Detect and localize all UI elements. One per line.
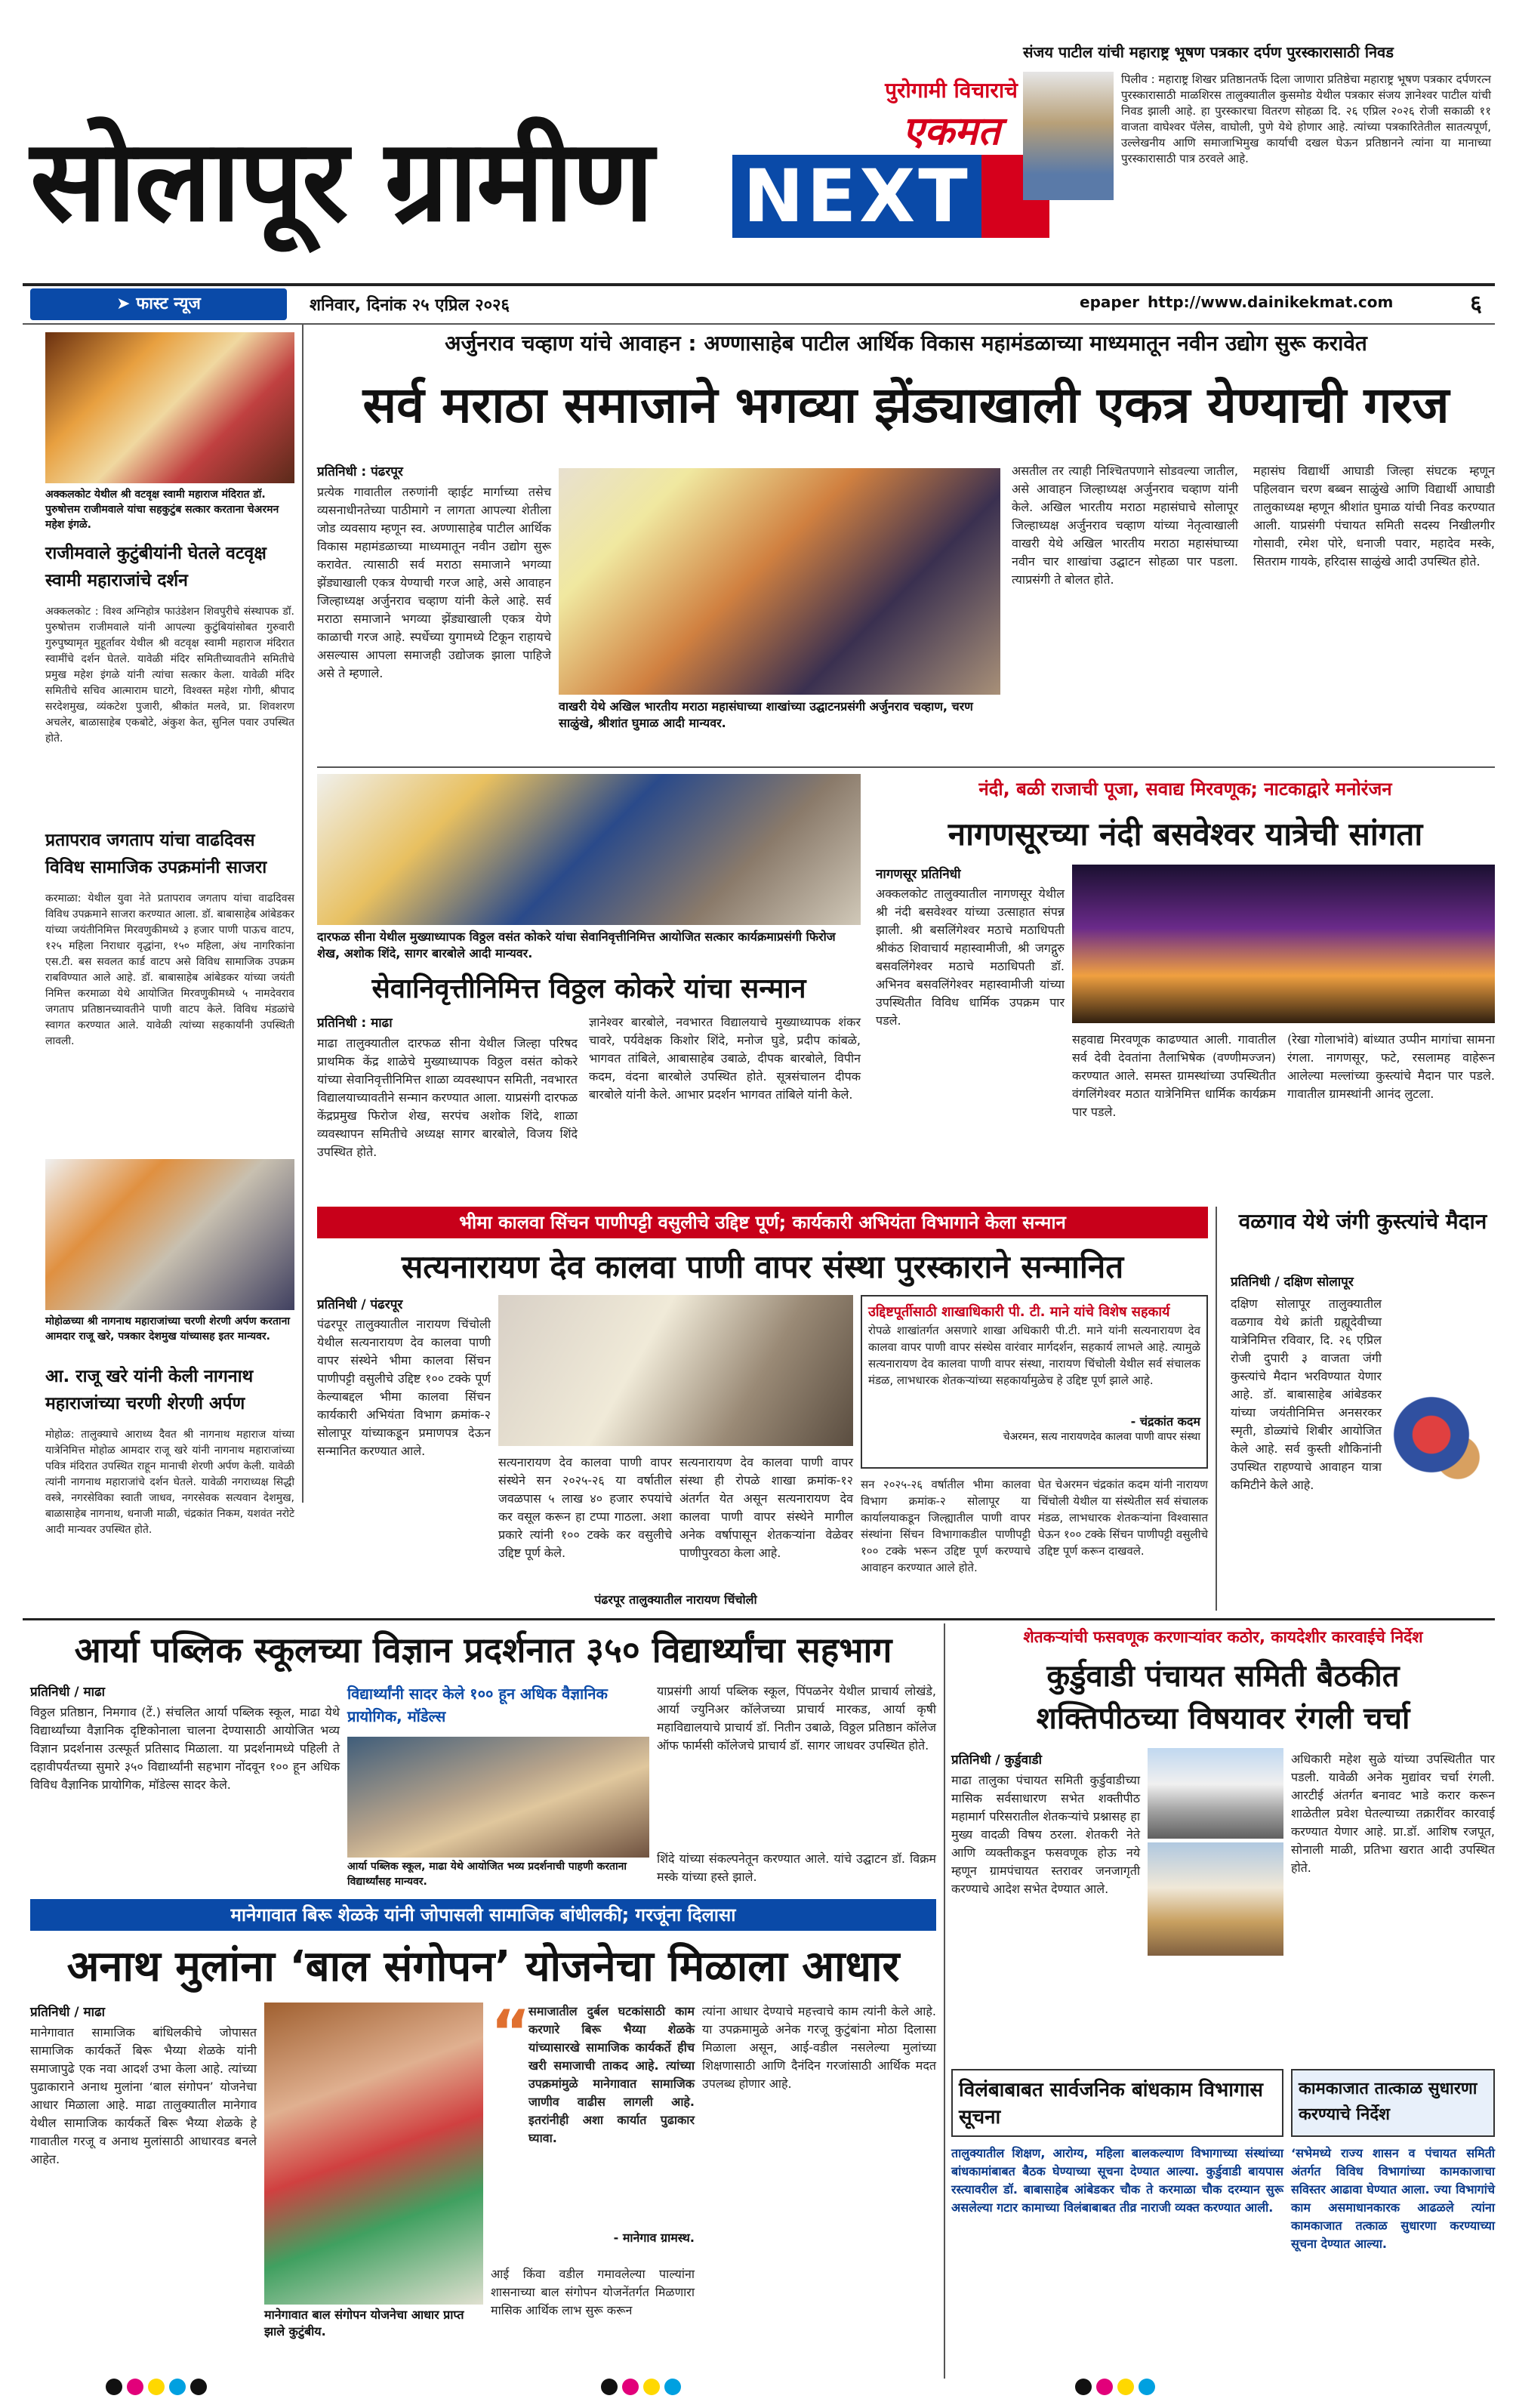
canal-byline: प्रतिनिधी / पंढरपूर <box>317 1297 403 1312</box>
wrestling-headline: वळगाव येथे जंगी कुस्त्यांचे मैदान <box>1238 1209 1487 1234</box>
canal-box-body: रोपळे शाखांतर्गत असणारे शाखा अधिकारी पी.टी. माने यांनी सत्यनारायण देव कालवा वापर पाणी वापर संस्थेस वारंवार मार्गदर्शन, सहकार्य लाभले आहे. त्यामुळे सत्यनारायण देव कालवा पाणी वापर संस्था, नारायण चिंचोली येथील सर्व संचालक मंडळ, लाभधारक शेतकऱ्यांच्या सहकार्यामुळेच हे उद्दिष्ट पूर्ण झाले आहे. <box>868 1324 1200 1387</box>
reg-dot <box>169 2379 186 2395</box>
reg-dot <box>1075 2379 1092 2395</box>
science-headline: आर्या पब्लिक स्कूलच्या विज्ञान प्रदर्शनात ३५० विद्यार्थ्यांचा सहभाग <box>74 1629 892 1670</box>
sidebar-photo-2 <box>45 1159 294 1310</box>
canal-body-2: सत्यनारायण देव कालवा पाणी वापर संस्थेने सन २०२५-२६ या वर्षातील जवळपास ५ लाख ४० हजार रुपयांचे कर वसूल करून हा टप्पा गाठला. अशा प्रकारे त्यांनी १०० टक्के कर वसुलीचे उद्दिष्ट पूर्ण केले. <box>498 1455 672 1560</box>
page-number: ६ <box>1470 291 1482 317</box>
notice-2-title: कामकाजात तात्काळ सुधारणा करण्याचे निर्देश <box>1299 2080 1477 2124</box>
notice-1-title: विलंबाबाबत सार्वजनिक बांधकाम विभागास सूचना <box>959 2079 1263 2129</box>
canal-body-4: सन २०२५-२६ वर्षातील भीमा कालवा विभाग क्रमांक-२ सोलापूर या कार्यालयाकडून जिल्ह्यातील पाणी वापर संस्थांना सिंचन विभागाकडील पाणीपट्टी १०० टक्के भरून उद्दिष्ट पूर्ण करण्याचे आवाहन करण्यात आले होते. <box>861 1478 1031 1574</box>
top-news-box <box>1023 42 1491 283</box>
science-body-3: शिंदे यांच्या संकल्पनेतून करण्यात आले. यांचे उद्घाटन डॉ. विक्रम मस्के यांच्या हस्ते झाले. <box>657 1851 936 1884</box>
fast-news-header <box>30 288 287 320</box>
next-logo: NEXT <box>732 155 981 238</box>
kurduwadi-body: माढा तालुका पंचायत समिती कुर्डुवाडीच्या मासिक सर्वसाधारण सभेत शक्तीपीठ महामार्ग परिसरातील शेतकऱ्यांचे प्रश्नासह हा मुख्य वादळी विषय ठरला. शेतकरी नेते आणि व्यक्तीकडून फसवणूक होऊ नये म्हणून ग्रामपंचायत स्तरावर जनजागृती करण्याचे आदेश सभेत देण्यात आले. <box>951 1773 1140 1896</box>
canal-kicker-bar <box>317 1207 1208 1238</box>
reg-dot <box>190 2379 207 2395</box>
canal-highlight-box <box>861 1295 1208 1469</box>
notice-2-title-box <box>1291 2069 1495 2137</box>
science-photo <box>347 1737 649 1858</box>
sidebar-body-1: अक्कलकोट : विश्व अग्निहोत्र फाउंडेशन शिवपुरीचे संस्थापक डॉ. पुरुषोत्तम राजीमवाले यांनी आपल्या कुटुंबियांसोबत गुरुवारी गुरुपुष्यामृत मुहूर्तावर येथील श्री वटवृक्ष स्वामी महाराज मंदिरात स्वामींचे दर्शन घेतले. यावेळी मंदिर समितीच्यावतीने समितीचे प्रमुख महेश इंगळे यांनी त्यांचा सत्कार केला. यावेळी मंदिर समितीचे सचिव आत्माराम घाटगे, विश्वस्त महेश गोगी, श्रीपाद सरदेशमुख, व्यंकटेश पुजारी, श्रीकांत मलवे, प्रा. शिवशरण अचलेर, बाळासाहेब एकबोटे, अंकुश केत, सुनिल पवार उपस्थित होते. <box>45 606 294 745</box>
sidebar-body-2: करमाळा: येथील युवा नेते प्रतापराव जगताप यांचा वाढदिवस विविध उपक्रमाने साजरा करण्यात आला. डॉ. बाबासाहेब आंबेडकर यांच्या जयंतीनिमित्त मिरवणुकीमध्ये ३ हजार पाणी पाऊच वाटप, १२५ महिला निराधार वृद्धांना, १५० महिला, अंध नागरिकांना एस.टी. बस सवलत कार्ड वाटप असे विविध सामाजिक उपक्रम राबविण्यात आले आहे. डॉ. बाबासाहेब आंबेडकर यांच्या जयंती निमित्त करमाळा येथे आयोजित मिरवणुकीमध्ये ५ नामदेवराव जगताप प्रतिष्ठानच्यावतीने पाणी वाटप केले. विविध मंडळांचे स्वागत करण्यात आले. यावेळी त्यांच्या सहकार्यांनी उपस्थिती लावली. <box>45 893 294 1047</box>
orphan-quote-author: - मानेगाव ग्रामस्थ. <box>613 2231 695 2245</box>
wrestling-body: दक्षिण सोलापूर तालुक्यातील वळगाव येथे क्रांती ग्रह्यूदेवीच्या यात्रेनिमित्त रविवार, दि. २६ एप्रिल रोजी दुपारी ३ वाजता जंगी कुस्त्यांचे मैदान भरविण्यात येणार आहे. डॉ. बाबासाहेब आंबेडकर यांच्या जयंतीनिमित्त अनसरकर स्मृती, डोळ्यांचे शिबीर आयोजित केले आहे. सर्व कुस्ती शौकिनांनी उपस्थित राहण्याचे आवाहन यात्रा कमिटीने केले आहे. <box>1231 1296 1382 1492</box>
reg-dot <box>1096 2379 1113 2395</box>
date-rule <box>23 323 1495 325</box>
nagansur-body-3: (रेखा गोलाभांवे) बांध्यात उप्पीन मागांचा सामना रंगला. नागणसूर, फटे, रसलामह वाहेरून आलेल्या मल्लांच्या कुस्त्यांचे मैदान पार पडले. गावातील ग्रामस्थांनी आनंद लुटला. <box>1287 1032 1495 1101</box>
orphan-kicker-bar <box>30 1899 936 1931</box>
retirement-headline: सेवानिवृत्तीनिमित्त विठ्ठल कोकरे यांचा सन्मान <box>371 973 806 1004</box>
kurduwadi-photo-2 <box>1148 1842 1283 1956</box>
reg-dot <box>1117 2379 1134 2395</box>
sidebar-caption-2: मोहोळच्या श्री नागनाथ महाराजांच्या चरणी शेरणी अर्पण करताना आमदार राजू खरे, पत्रकार देशमुख यांच्यासह इतर मान्यवर. <box>45 1315 290 1343</box>
masthead-rule <box>23 283 1495 286</box>
science-rule <box>23 1618 1495 1620</box>
sidebar-headline-2: प्रतापराव जगताप यांचा वाढदिवस विविध सामाजिक उपक्रमांनी साजरा <box>45 831 267 877</box>
canal-headline: सत्यनारायण देव कालवा पाणी वापर संस्था पुरस्काराने सन्मानित <box>401 1248 1124 1285</box>
lead-photo-caption: वाखरी येथे अखिल भारतीय मराठा महासंघाच्या शाखांच्या उद्घाटनप्रसंगी अर्जुनराव चव्हाण, चरण साळुंखे, श्रीशांत घुमाळ आदी मान्यवर. <box>559 699 973 730</box>
notice-box-2 <box>1291 2069 1495 2363</box>
orphan-quote: समाजातील दुर्बल घटकांसाठी काम करणारे बिरू भैय्या शेळके यांच्यासारखे सामाजिक कार्यकर्ते हीच खरी समाजाची ताकद आहे. त्यांच्या उपक्रमांमुळे मानेगावात सामाजिक जाणीव वाढीस लागली आहे. इतरांनीही अशा कार्यात पुढाकार घ्यावा. <box>528 2004 695 2145</box>
reg-dot <box>622 2379 639 2395</box>
orphan-headline: अनाथ मुलांना ‘बाल संगोपन’ योजनेचा मिळाला आधार <box>66 1942 900 1991</box>
reg-dot <box>1139 2379 1155 2395</box>
orphan-body: मानेगावात सामाजिक बांधिलकीचे जोपासत सामाजिक कार्यकर्ते बिरू भैय्या शेळके यांनी समाजापुढे एक नवा आदर्श उभा केला आहे. त्यांच्या पुढाकाराने अनाथ मुलांना ‘बाल संगोपन’ योजनेचा आधार मिळाला आहे. माढा तालुक्यातील मानेगाव येथील सामाजिक कार्यकर्ते बिरू भैय्या शेळके हे गावातील गरजू व अनाथ मुलांसाठी आधारवड बनले आहेत. <box>30 2025 257 2166</box>
science-highlight: विद्यार्थ्यांनी सादर केले १०० हून अधिक वैज्ञानिक प्रायोगिक, मॉडेल्स <box>347 1685 608 1725</box>
science-body: विठ्ठल प्रतिष्ठान, निमगाव (टें.) संचलित आर्या पब्लिक स्कूल, माढा येथे विद्यार्थ्यांच्या वैज्ञानिक दृष्टिकोनाला चालना देण्यासाठी आयोजित भव्य विज्ञान प्रदर्शनास उत्स्फूर्त प्रतिसाद मिळाला. या प्रदर्शनामध्ये पहिली ते दहावीपर्यंतच्या सुमारे ३५० विद्यार्थ्यांनी सहभाग नोंदवून १०० हून अधिक विविध वैज्ञानिक प्रायोगिक, मॉडेल्स सादर केले. <box>30 1705 340 1792</box>
sidebar-headline-3: आ. राजू खरे यांनी केली नागनाथ महाराजांच्या चरणी शेरणी अर्पण <box>45 1367 254 1414</box>
orphan-body-2: त्यांना आधार देण्याचे महत्त्वाचे काम त्यांनी केले आहे. या उपक्रमामुळे अनेक गरजू कुटुंबांना मोठा दिलासा मिळाला असून, आई-वडील नसलेल्या मुलांच्या शिक्षणासाठी आणि दैनंदिन गरजांसाठी आर्थिक मदत उपलब्ध होणार आहे. <box>702 2004 936 2091</box>
reg-dot <box>601 2379 618 2395</box>
dateline: शनिवार, दिनांक २५ एप्रिल २०२६ <box>310 296 510 315</box>
lead-byline: प्रतिनिधी : पंढरपूर <box>317 464 403 479</box>
nagansur-body: अक्कलकोट तालुक्यातील नागणसूर येथील श्री नंदी बसवेश्वर यांच्या उत्साहात संपन्न झाली. श्री बसलिंगेश्वर मठाचे मठाधिपती श्रीकंठ शिवाचार्य महास्वामीजी, श्री जगद्गुरु बसवलिंगेश्वर मठाचे मठाधिपती डॉ. अभिनव बसवलिंगेश्वर महास्वामीजी यांच्या उपस्थितीत विविध धार्मिक उपक्रम पार पडले. <box>876 886 1065 1028</box>
wrestling-byline: प्रतिनिधी / दक्षिण सोलापूर <box>1231 1275 1354 1290</box>
nagansur-kicker: नंदी, बळी राजाची पूजा, सवाद्य मिरवणूक; नाटकाद्वारे मनोरंजन <box>978 779 1392 800</box>
orphan-kicker: मानेगावात बिरू शेळके यांनी जोपासली सामाजिक बांधीलकी; गरजूंना दिलासा <box>230 1904 736 1925</box>
retirement-photo-caption: दारफळ सीना येथील मुख्याध्यापक विठ्ठल वसंत कोकरे यांचा सेवानिवृत्तीनिमित्त आयोजित सत्कार कार्यक्रमाप्रसंगी फिरोज शेख, अशोक शिंदे, सागर बारबोले आदी मान्यवर. <box>317 930 836 960</box>
website-url[interactable]: http://www.dainikekmat.com <box>1148 293 1394 311</box>
lead-body-3: महासंघ विद्यार्थी आघाडी जिल्हा संघटक म्हणून पहिलवान चरण बब्बन साळुंखे आणि विद्यार्थी आघाडी तालुकाध्यक्ष म्हणून श्रीशांत घुमाळ यांची निवड करण्यात आली. याप्रसंगी पंचायत समिती सदस्य निखीलगीर गोसावी, रमेश पोरे, धनाजी पवार, महादेव मस्के, सितराम गायके, हरिदास साळुंखे आदी उपस्थित होते. <box>1253 464 1495 569</box>
canal-body-3: सत्यनारायण देव कालवा पाणी वापर संस्था ही रोपळे शाखा क्रमांक-१२ अंतर्गत येत असून सत्यनारायण देव कालवा पाणी वापर संस्थेने मागील अनेक वर्षापासून शेतकऱ्यांना वेळेवर पाणीपुरवठा केला आहे. <box>679 1455 853 1560</box>
notice-1-body: तालुक्यातील शिक्षण, आरोग्य, महिला बालकल्याण विभागाच्या संस्थांच्या बांधकामांबाबत बैठक घेण्याच्या सूचना देण्यात आल्या. कुर्डुवाडी बायपास रस्त्यावरील डॉ. बाबासाहेब आंबेडकर चौक ते करमाळा चौक दरम्यान सुरू असलेल्या गटार कामाच्या विलंबाबाबत तीव्र नाराजी व्यक्त करण्यात आली. <box>951 2146 1283 2215</box>
kurduwadi-byline: प्रतिनिधी / कुर्डुवाडी <box>951 1753 1043 1768</box>
kurduwadi-photo-1 <box>1148 1748 1283 1839</box>
retirement-body-2: ज्ञानेश्वर बारबोले, नवभारत विद्यालयाचे मुख्याध्यापक शंकर चावरे, पर्यवेक्षक किशोर शिंदे, मनोज घुडे, प्रदीप कांबळे, भागवत तांबिले, आबासाहेब उबाळे, दीपक बारबोले, विपीन कदम, वंदना बारबोले उपस्थित होते. सूत्रसंचालन दीपक बारबोले यांनी केले. आभार प्रदर्शन भागवत तांबिले यांनी केले. <box>589 1015 861 1102</box>
orphan-body-3: आई किंवा वडील गमावलेल्या पाल्यांना शासनाच्या बाल संगोपन योजनेंतर्गत मिळणारा मासिक आर्थिक लाभ सुरू करून <box>491 2267 695 2317</box>
reg-dot <box>664 2379 681 2395</box>
orphan-photo <box>264 2003 483 2305</box>
kurduwadi-body-2: अधिकारी महेश सुळे यांच्या उपस्थितीत पार पडली. यावेळी अनेक मुद्यांवर चर्चा रंगली. आरटीई अंतर्गत बनावट भाडे करार करून शाळेतील प्रवेश घेतल्याच्या तक्रारींवर कारवाई करण्यात येणार आहे. प्रा.डॉ. आशिष रजपूत, सोनाली माळी, प्रतिभा खरात आदी उपस्थित होते. <box>1291 1752 1495 1875</box>
wrestling-divider <box>1216 1207 1217 1611</box>
registration-marks <box>106 2379 1389 2401</box>
retirement-body: माढा तालुक्यातील दारफळ सीना येथील जिल्हा परिषद प्राथमिक केंद्र शाळेचे मुख्याध्यापक विठ्ठल वसंत कोकरे यांच्या सेवानिवृत्तीनिमित्त शाळा व्यवस्थापन समिती, नवभारत विद्यालयाच्यावतीने सन्मान करण्यात आला. याप्रसंगी दारफळ केंद्रप्रमुख फिरोज शेख, सरपंच अशोक शिंदे, शाळा व्यवस्थापन समितीचे अध्यक्ष सागर बारबोले, विजय शिंदे उपस्थित होते. <box>317 1036 578 1159</box>
reporter-photo <box>1023 72 1114 200</box>
nagansur-headline: नागणसूरच्या नंदी बसवेश्वर यात्रेची सांगता <box>948 816 1423 853</box>
reg-dot <box>148 2379 165 2395</box>
sidebar-headline-1: राजीमवाले कुटुंबीयांनी घेतले वटवृक्ष स्वामी महाराजांचे दर्शन <box>45 544 267 590</box>
kurduwadi-headline-2: शक्तिपीठच्या विषयावर रंगली चर्चा <box>1036 1701 1410 1736</box>
top-news-body: पिलीव : महाराष्ट्र शिखर प्रतिष्ठानतर्फे दिला जाणारा प्रतिष्ठेचा महाराष्ट्र भूषण पत्रकार दर्पणरत्न पुरस्कारासाठी माळशिरस तालुक्यातील कुसमोड येथील पत्रकार संजय ज्ञानेश्वर पाटील यांची निवड झाली आहे. हा पुरस्कारचा वितरण सोहळा दि. २६ एप्रिल २०२६ रोजी सकाळी ११ वाजता वाघेश्वर पॅलेस, वाघोली, पुणे येथे होणार आहे. त्यांच्या पत्रकारितेतील सातत्यपूर्ण, उल्लेखनीय आणि समाजाभिमुख कार्याची दखल घेऊन प्रतिष्ठानने त्यांना या मानाच्या पुरस्कारासाठी पात्र ठरवले आहे. <box>1121 72 1491 165</box>
brand-tagline: पुरोगामी विचाराचे <box>885 78 1018 103</box>
brand-logo: एकमत <box>902 109 1000 154</box>
retirement-photo <box>317 774 861 925</box>
nagansur-byline: नागणसूर प्रतिनिधी <box>876 867 961 882</box>
orphan-quote-box <box>491 1997 695 2259</box>
wrestlers-illustration <box>1389 1389 1495 1503</box>
canal-box-headline: उद्दिष्टपूर्तीसाठी शाखाधिकारी पी. टी. माने यांचे विशेष सहकार्य <box>868 1304 1170 1320</box>
science-body-2: याप्रसंगी आर्या पब्लिक स्कूल, पिंपळनेर येथील प्राचार्य लोखंडे, आर्या ज्युनिअर कॉलेजच्या प्राचार्य मारकड, आर्या कृषी महाविद्यालयाचे प्राचार्य डॉ. नितीन उबाळे, विठ्ठल प्रतिष्ठान कॉलेज ऑफ फार्मसी कॉलेजचे प्राचार्य डॉ. सागर जाधवर उपस्थित होते. <box>657 1684 936 1753</box>
lead-headline <box>317 364 1495 447</box>
kurduwadi-kicker: शेतकऱ्यांची फसवणूक करणाऱ्यांवर कठोर, कायदेशीर कारवाईचे निर्देश <box>1023 1628 1423 1646</box>
nagansur-photo <box>1072 865 1495 1023</box>
reg-dot <box>643 2379 660 2395</box>
sidebar-photo-1 <box>45 332 294 483</box>
reg-dot <box>106 2379 122 2395</box>
sidebar-caption-1: अक्कलकोट येथील श्री वटवृक्ष स्वामी महाराज मंदिरात डॉ. पुरुषोत्तम राजीमवाले यांचा सहकुटुंब सत्कार करताना चेअरमन महेश इंगळे. <box>45 489 279 531</box>
lead-kicker: अर्जुनराव चव्हाण यांचे आवाहन : अण्णासाहेब पाटील आर्थिक विकास महामंडळाच्या माध्यमातून नवीन उद्योग सुरू करावेत <box>445 331 1367 356</box>
kurduwadi-divider <box>944 1623 945 2379</box>
masthead-title: सोलापूर ग्रामीण <box>30 116 653 247</box>
sidebar-body-3: मोहोळ: तालुक्याचे आराध्य दैवत श्री नागनाथ महाराज यांच्या यात्रेनिमित्त मोहोळ आमदार राजू खरे यांनी नागनाथ महाराजांच्या पवित्र मंदिरात उपस्थित राहून मानाची शेरणी अर्पण केली. यावेळी त्यांनी नागनाथ महाराजांचे दर्शन घेतले. यावेळी नगराध्यक्ष सिद्धी वस्त्रे, नगरसेविका स्वाती जाधव, नगरसेवक सत्यवान देशमुख, बाळासाहेब नागनाथ, धनाजी माळी, चंद्रकांत निकम, यशवंत नरोटे आदी मान्यवर उपस्थित होते. <box>45 1429 294 1536</box>
canal-kicker: भीमा कालवा सिंचन पाणीपट्टी वसुलीचे उद्दिष्ट पूर्ण; कार्यकारी अभियंता विभागाने केला सन्मान <box>459 1212 1066 1233</box>
canal-body-5: घेत चेअरमन चंद्रकांत कदम यांनी नारायण चिंचोली येथील या संस्थेतील सर्व संचालक मंडळ, लाभधारक शेतकऱ्यांना विश्वासात घेऊन १०० टक्के सिंचन पाणीपट्टी वसुलीचे उद्दिष्ट पूर्ण करून दाखवले. <box>1038 1478 1208 1558</box>
science-byline: प्रतिनिधी / माढा <box>30 1685 106 1700</box>
reg-spacer <box>689 2379 1067 2395</box>
canal-box-signature-role: चेअरमन, सत्य नारायणदेव कालवा पाणी वापर संस्था <box>1003 1431 1200 1443</box>
orphan-photo-caption: मानेगावात बाल संगोपन योजनेचा आधार प्राप्त झाले कुटुंबीय. <box>264 2308 464 2339</box>
notice-1-title-box <box>951 2069 1283 2137</box>
reg-spacer <box>215 2379 593 2395</box>
canal-body: पंढरपूर तालुक्यातील नारायण चिंचोली येथील सत्यनारायण देव कालवा पाणी वापर संस्थेने भीमा कालवा सिंचन पाणीपट्टी वसुलीचे उद्दिष्ट १०० टक्के पूर्ण केल्याबद्दल भीमा कालवा सिंचन कार्यकारी अभियंता विभाग क्रमांक-२ सोलापूर यांच्याकडून प्रमाणपत्र देऊन सन्मानित करण्यात आले. <box>317 1317 491 1458</box>
quote-mark-icon: “ <box>491 1997 531 2067</box>
nagansur-body-2: सहवाद्य मिरवणूक काढण्यात आली. गावातील सर्व देवी देवतांना तैलाभिषेक (वण्णीमज्जन) करण्यात आले. समस्त ग्रामस्थांच्या उपस्थितीत वंगलिंगेश्वर मठात यात्रेनिमित्त धार्मिक कार्यक्रम पार पडले. <box>1072 1032 1276 1119</box>
science-photo-caption: आर्या पब्लिक स्कूल, माढा येथे आयोजित भव्य प्रदर्शनाची पाहणी करताना विद्यार्थ्यांसह मान्यवर. <box>347 1861 627 1888</box>
fast-news-label: फास्ट न्यूज <box>136 294 201 313</box>
canal-box-signature: - चंद्रकांत कदम <box>1130 1414 1200 1429</box>
epaper-label: epaper <box>1080 293 1140 311</box>
canal-photo-caption: पंढरपूर तालुक्यातील नारायण चिंचोली <box>594 1592 757 1607</box>
canal-photo <box>498 1295 853 1446</box>
orphan-byline: प्रतिनिधी / माढा <box>30 2005 106 2020</box>
lead-photo <box>559 468 1000 695</box>
retirement-byline: प्रतिनिधी : माढा <box>317 1016 393 1031</box>
lead-body-2: असतील तर त्याही निश्चितपणाने सोडवल्या जातील, असे आवाहन जिल्हाध्यक्ष अर्जुनराव चव्हाण यांनी केले. अखिल भारतीय मराठा महासंघाचे सोलापूर जिल्हाध्यक्ष अर्जुनराव चव्हाण यांच्या नेतृत्वाखाली वाखरी येथे अखिल भारतीय मराठा महासंघाच्या नवीन चार शाखांचा उद्घाटन सोहळा पार पडला. त्याप्रसंगी ते बोलत होते. <box>1012 464 1238 587</box>
notice-2-body: ‘सभेमध्ये राज्य शासन व पंचायत समिती अंतर्गत विविध विभागांच्या कामकाजाचा सविस्तर आढावा घेण्यात आला. ज्या विभागांचे काम असमाधानकारक आढळले त्यांना कामकाजात तत्काळ सुधारणा करण्याच्या सूचना देण्यात आल्या. <box>1291 2146 1495 2251</box>
lead-headline-text: सर्व मराठा समाजाने भगव्या झेंड्याखाली एकत्र येण्याची गरज <box>362 376 1450 434</box>
notice-box-1 <box>951 2069 1283 2363</box>
top-news-headline: संजय पाटील यांची महाराष्ट्र भूषण पत्रकार दर्पण पुरस्कारासाठी निवड <box>1023 43 1394 61</box>
kurduwadi-headline-1: कुर्डुवाडी पंचायत समिती बैठकीत <box>1046 1659 1400 1694</box>
sidebar-divider <box>302 325 304 1503</box>
bullet-icon: ➤ <box>116 294 137 313</box>
lead-body: प्रत्येक गावातील तरुणांनी व्हाईट मार्गाच्या तसेच व्यसनाधीनतेच्या पाठीमागे न लागता आपल्या शेतीला जोड व्यवसाय म्हणून स्व. अण्णासाहेब पाटील आर्थिक विकास महामंडळाच्या माध्यमातून नवीन उद्योग सुरू करावेत. त्यासाठी सर्व मराठा समाजाने भगव्या झेंड्याखाली एकत्र येण्याची गरज आहे, असे आवाहन जिल्हाध्यक्ष अर्जुनराव चव्हाण यांनी केले आहे. सर्व मराठा समाजाने भगव्या झेंड्याखाली एकत्र येणे काळाची गरज आहे. स्पर्धेच्या युगामध्ये टिकून राहायचे असल्यास आपला समाजही उद्योजक झाला पाहिजे असे ते म्हणाले. <box>317 485 551 680</box>
reg-dot <box>127 2379 143 2395</box>
lead-rule <box>317 766 1495 768</box>
